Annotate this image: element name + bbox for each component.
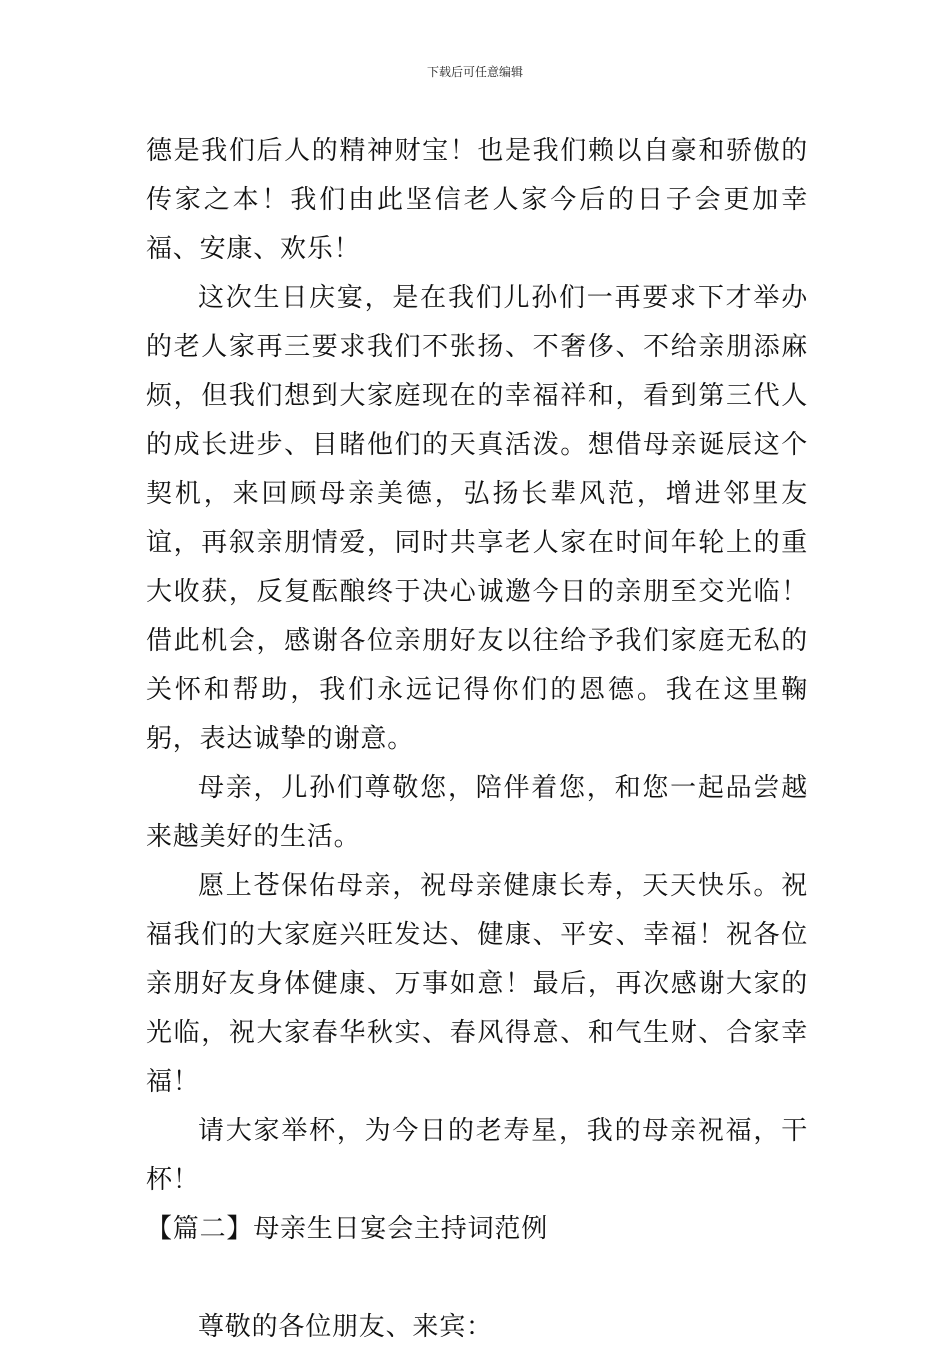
document-body: [146, 127, 808, 1352]
paragraph-banquet-reason: 这次生日庆宴，是在我们儿孙们一再要求下才举办的老人家再三要求我们不张扬、不奢侈、不给亲朋添麻烦，但我们想到大家庭现在的幸福祥和，看到第三代人的成长进步、目睹他们的天真活泼。想借母亲诞辰这个契机，来回顾母亲美德，弘扬长辈风范，增进邻里友谊，再叙亲朋情爱，同时共享老人家在时间年轮上的重大收获，反复酝酿终于决心诚邀今日的亲朋至交光临！借此机会，感谢各位亲朋好友以往给予我们家庭无私的关怀和帮助，我们永远记得你们的恩德。我在这里鞠躬，表达诚挚的谢意。: [146, 283, 808, 754]
paragraph-continuation: 德是我们后人的精神财宝！也是我们赖以自豪和骄傲的传家之本！我们由此坚信老人家今后的日子会更加幸福、安康、欢乐！: [146, 136, 808, 264]
paragraph-toast: 请大家举杯，为今日的老寿星，我的母亲祝福，干杯！: [146, 1116, 808, 1195]
blank-line: [146, 1254, 808, 1303]
paragraph-respect-mother: 母亲，儿孙们尊敬您，陪伴着您，和您一起品尝越来越美好的生活。: [146, 773, 808, 852]
page-header: 下载后可任意编辑: [426, 65, 523, 79]
section-heading: 【篇二】母亲生日宴会主持词范例: [146, 1214, 549, 1244]
paragraph-blessings: 愿上苍保佑母亲，祝母亲健康长寿，天天快乐。祝福我们的大家庭兴旺发达、健康、平安、幸福！祝各位亲朋好友身体健康、万事如意！最后，再次感谢大家的光临，祝大家春华秋实、春风得意、和气生财、合家幸福！: [146, 871, 808, 1097]
paragraph-greeting: 尊敬的各位朋友、来宾：: [198, 1312, 493, 1342]
